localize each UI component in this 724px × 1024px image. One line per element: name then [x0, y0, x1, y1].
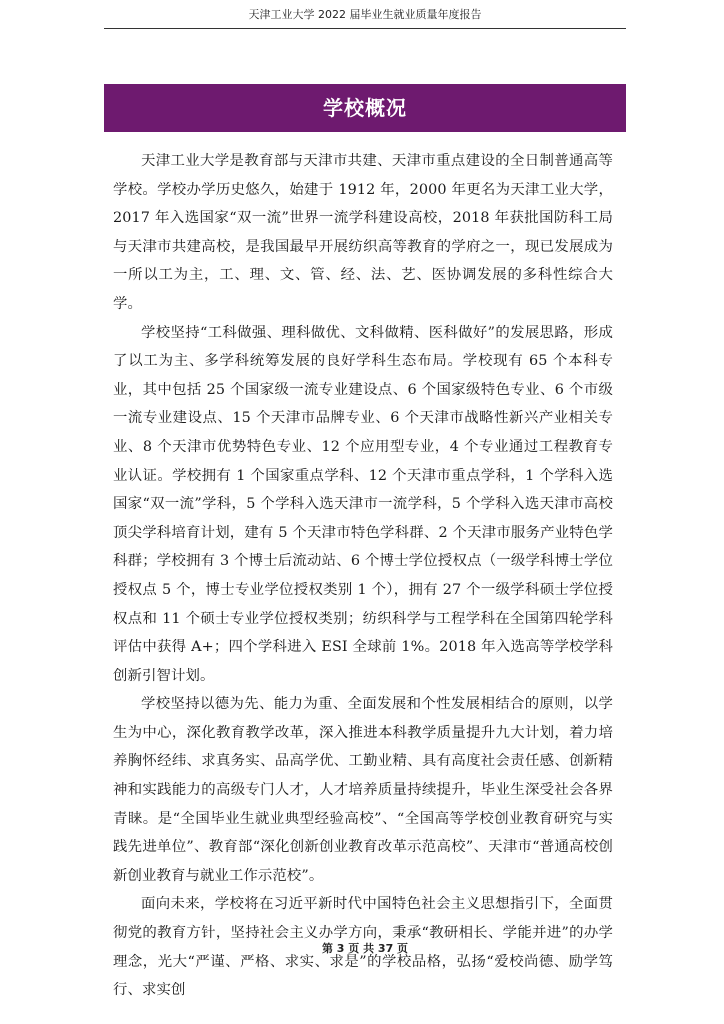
paragraph-disciplines: 学校坚持“工科做强、理科做优、文科做精、医科做好”的发展思路，形成了以工为主、多学科统筹发展的良好学科生态布局。学校现有 65 个本科专业，其中包括 25 个国家级一流专业建设点、6 个国家级特色专业、6 个市级一流专业建设点、15 个天津市品牌专业、6 个天津市战略性新兴产业相关专业、8 个天津市优势特色专业、12 个应用型专业，4 个专业通过工程教育专业认证。学校拥有 1 个国家重点学科、12 个天津市重点学科，1 个学科入选国家“双一流”学科，5 个学科入选天津市一流学科，5 个学科入选天津市高校顶尖学科培育计划，建有 5 个天津市特色学科群、2 个天津市服务产业特色学科群；学校拥有 3 个博士后流动站、6 个博士学位授权点（一级学科博士学位授权点 5 个，博士专业学位授权类别 1 个），拥有 27 个一级学科硕士学位授权点和 11 个硕士专业学位授权类别；纺织科学与工程学科在全国第四轮学科评估中获得 A+；四个学科进入 ESI 全球前 1%。2018 年入选高等学校学科创新引智计划。 — [113, 324, 613, 684]
paragraph-future: 面向未来，学校将在习近平新时代中国特色社会主义思想指引下，全面贯彻党的教育方针，坚持社会主义办学方向，秉承“教研相长、学能并进”的办学理念，光大“严谨、严格、求实、求是”的学校品格，弘扬“爱校尚德、励学笃行、求实创 — [113, 896, 613, 999]
paragraph-education: 学校坚持以德为先、能力为重、全面发展和个性发展相结合的原则，以学生为中心，深化教育教学改革，深入推进本科教学质量提升九大计划，着力培养胸怀经纬、求真务实、品高学优、工勤业精、具有高度社会责任感、创新精神和实践能力的高级专门人才，人才培养质量持续提升，毕业生深受社会各界青睐。是“全国毕业生就业典型经验高校”、“全国高等学校创业教育研究与实践先进单位”、教育部“深化创新创业教育改革示范高校”、天津市“普通高校创新创业教育与就业工作示范校”。 — [113, 696, 613, 884]
section-title-banner: 学校概况 — [104, 84, 626, 132]
body-text — [113, 147, 613, 1005]
page-number: 第 3 页 共 37 页 — [321, 942, 409, 955]
paragraph-intro: 天津工业大学是教育部与天津市共建、天津市重点建设的全日制普通高等学校。学校办学历史悠久，始建于 1912 年，2000 年更名为天津工业大学，2017 年入选国家“双一流”世界一流学科建设高校，2018 年获批国防科工局与天津市共建高校，是我国最早开展纺织高等教育的学府之一，现已发展成为一所以工为主，工、理、文、管、经、法、艺、医协调发展的多科性综合大学。 — [113, 153, 613, 312]
header-divider — [104, 28, 626, 29]
running-header: 天津工业大学 2022 届毕业生就业质量年度报告 — [248, 8, 482, 21]
